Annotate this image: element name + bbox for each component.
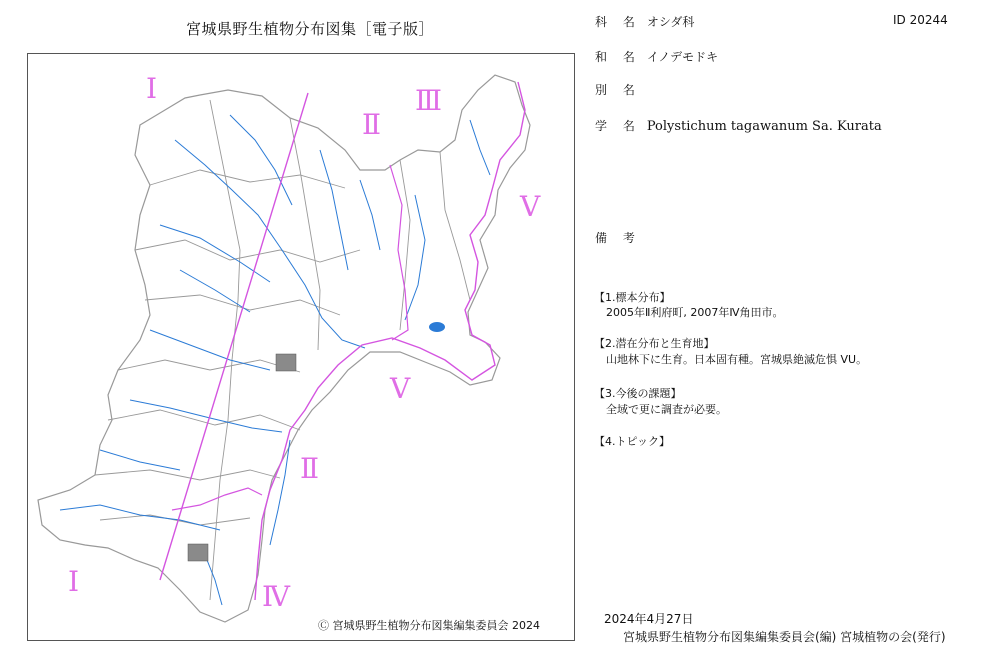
section2-title: 【2.潜在分布と生育地】	[594, 337, 715, 350]
scientific-name-row	[595, 117, 882, 134]
river-network	[60, 115, 490, 605]
alias-label: 別 名	[595, 83, 641, 97]
specimen-record-kakuda	[188, 544, 208, 561]
scientific-name-label: 学 名	[595, 119, 641, 133]
map-copyright: Ⓒ 宮城県野生植物分布図集編集委員会 2024	[318, 619, 540, 632]
lake	[429, 322, 445, 332]
region-label-3: Ⅲ	[415, 84, 443, 117]
region-label-2-south: Ⅱ	[300, 452, 320, 485]
section1-title: 【1.標本分布】	[594, 291, 671, 304]
section3-text: 全域で更に調査が必要。	[606, 403, 727, 416]
section4-title: 【4.トピック】	[594, 435, 671, 448]
family-row	[595, 13, 694, 30]
section1-text: 2005年Ⅱ利府町, 2007年Ⅳ角田市。	[606, 306, 784, 319]
section2-text: 山地林下に生育。日本固有種。宮城県絶滅危惧 VU。	[606, 353, 868, 366]
section3-title: 【3.今後の課題】	[594, 387, 682, 400]
map-title: 宮城県野生植物分布図集［電子版］	[185, 20, 434, 38]
region-label-5-south: Ⅴ	[390, 372, 411, 405]
footer-publisher: 宮城県野生植物分布図集編集委員会(編) 宮城植物の会(発行)	[623, 630, 946, 644]
coastal-zone-line	[255, 82, 525, 600]
family-label: 科 名	[595, 15, 641, 29]
japanese-name-value: イノデモドキ	[646, 50, 719, 64]
region-label-1-south: Ⅰ	[68, 565, 80, 598]
region-label-4: Ⅳ	[262, 580, 290, 613]
alias-row	[595, 81, 647, 98]
prefecture-outline	[38, 75, 530, 622]
region-label-5-north: Ⅴ	[520, 190, 541, 223]
remarks-row	[595, 229, 643, 246]
region-label-2-north: Ⅱ	[362, 108, 382, 141]
japanese-name-label: 和 名	[595, 50, 641, 64]
zone-line-south	[172, 488, 262, 510]
remarks-label: 備 考	[595, 231, 641, 245]
scientific-name-value: Polystichum tagawanum Sa. Kurata	[646, 119, 882, 134]
footer-date: 2024年4月27日	[604, 612, 694, 626]
record-id: ID 20244	[893, 13, 948, 27]
family-value: オシダ科	[646, 15, 695, 29]
region-label-1-north: Ⅰ	[146, 72, 158, 105]
zone-line-west	[160, 93, 308, 580]
specimen-record-rifu	[276, 354, 296, 371]
japanese-name-row	[595, 48, 718, 65]
